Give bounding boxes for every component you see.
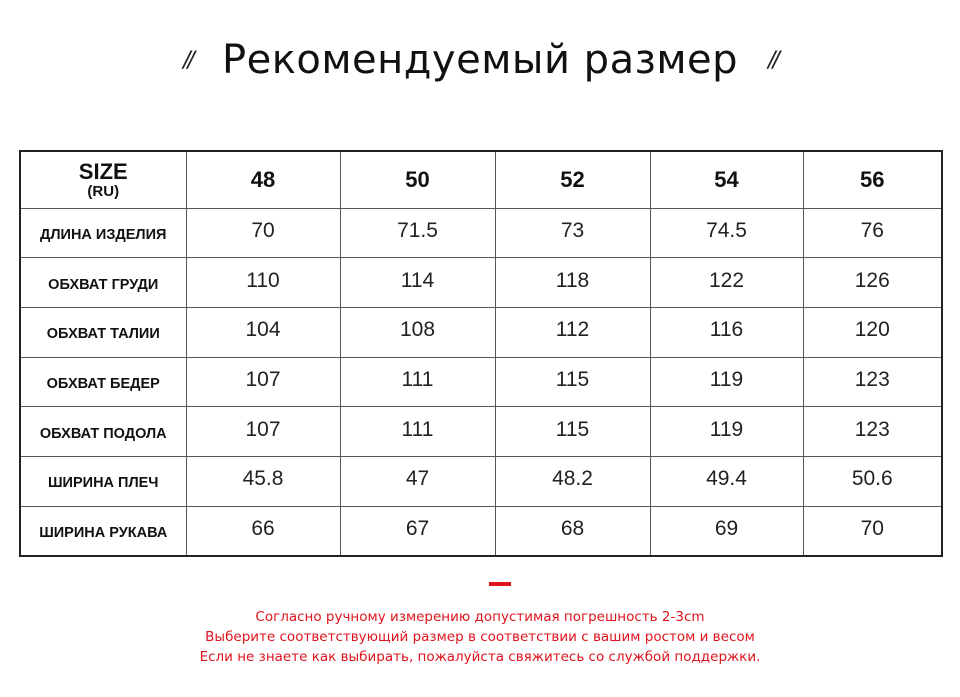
table-cell: 120 [803, 307, 942, 357]
size-column-header [495, 151, 650, 208]
table-cell: 122 [650, 258, 803, 308]
table-cell: 107 [186, 357, 340, 407]
table-cell: 116 [650, 307, 803, 357]
size-value: 54 [714, 166, 739, 192]
size-label: SIZE [78, 158, 128, 184]
table-row [20, 258, 942, 308]
table-cell: 50.6 [803, 456, 942, 506]
table-cell: 71.5 [340, 208, 495, 258]
table-cell: 45.8 [186, 456, 340, 506]
table-cell: 67 [340, 506, 495, 556]
row-label: ОБХВАТ ТАЛИИ [20, 307, 186, 357]
size-header-cell [20, 151, 186, 208]
row-label: ОБХВАТ БЕДЕР [20, 357, 186, 407]
table-cell: 110 [186, 258, 340, 308]
table-row [20, 456, 942, 506]
size-value: 52 [560, 166, 585, 192]
size-value: 50 [405, 166, 430, 192]
table-cell: 118 [495, 258, 650, 308]
table-row [20, 407, 942, 457]
note-line: Согласно ручному измерению допустимая погрешность 2-3cm [255, 609, 705, 625]
table-cell: 119 [650, 407, 803, 457]
table-cell: 114 [340, 258, 495, 308]
table-cell: 126 [803, 258, 942, 308]
table-cell: 68 [495, 506, 650, 556]
table-row [20, 506, 942, 556]
row-label: ШИРИНА РУКАВА [20, 506, 186, 556]
size-value: 48 [250, 166, 276, 192]
table-row [20, 357, 942, 407]
red-divider [489, 582, 511, 586]
table-cell: 69 [650, 506, 803, 556]
measurement-notes [0, 607, 960, 667]
table-cell: 123 [803, 407, 942, 457]
size-column-header [340, 151, 495, 208]
table-cell: 66 [186, 506, 340, 556]
table-cell: 76 [803, 208, 942, 258]
left-decor-mark: // [183, 47, 192, 73]
table-cell: 119 [650, 357, 803, 407]
table-cell: 111 [340, 407, 495, 457]
table-cell: 115 [495, 357, 650, 407]
row-label: ОБХВАТ ГРУДИ [20, 258, 186, 308]
size-column-header [650, 151, 803, 208]
table-cell: 49.4 [650, 456, 803, 506]
note-line: Выберите соответствующий размер в соответствии с вашим ростом и весом [205, 629, 755, 645]
table-cell: 112 [495, 307, 650, 357]
table-cell: 115 [495, 407, 650, 457]
size-region-label: (RU) [87, 182, 120, 200]
table-cell: 107 [186, 407, 340, 457]
right-decor-mark: // [768, 47, 777, 73]
table-row [20, 307, 942, 357]
size-column-header [803, 151, 942, 208]
table-cell: 74.5 [650, 208, 803, 258]
table-cell: 111 [340, 357, 495, 407]
table-cell: 70 [803, 506, 942, 556]
page-header [0, 30, 960, 90]
row-label: ОБХВАТ ПОДОЛА [20, 407, 186, 457]
row-label: ДЛИНА ИЗДЕЛИЯ [20, 208, 186, 258]
size-value: 56 [860, 166, 885, 192]
table-cell: 47 [340, 456, 495, 506]
size-chart-table [19, 150, 943, 557]
page-title: Рекомендуемый размер [221, 37, 739, 83]
note-line: Если не знаете как выбирать, пожалуйста свяжитесь со службой поддержки. [199, 649, 761, 665]
table-cell: 70 [186, 208, 340, 258]
table-row [20, 208, 942, 258]
size-header-row [20, 151, 942, 208]
table-cell: 108 [340, 307, 495, 357]
table-cell: 123 [803, 357, 942, 407]
size-column-header [186, 151, 340, 208]
row-label: ШИРИНА ПЛЕЧ [20, 456, 186, 506]
table-cell: 48.2 [495, 456, 650, 506]
table-cell: 104 [186, 307, 340, 357]
table-cell: 73 [495, 208, 650, 258]
